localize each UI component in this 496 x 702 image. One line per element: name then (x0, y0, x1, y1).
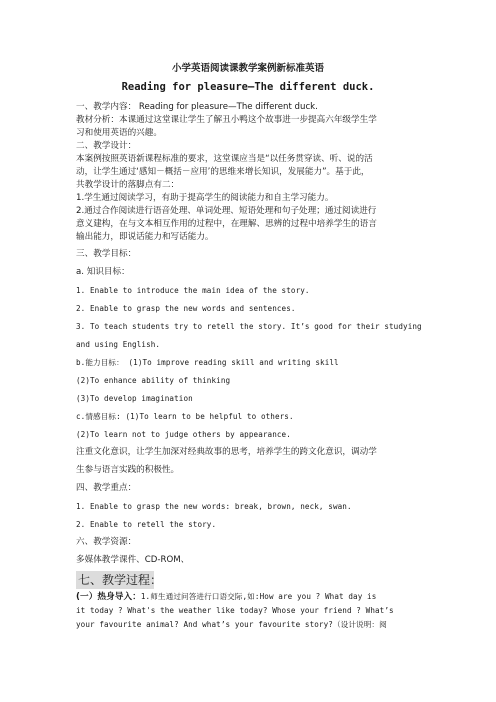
design-line: 2.通过合作阅读进行语音处理、单词处理、短语处理和句子处理；通过阅读进行 (76, 206, 377, 216)
goal-line: and using English. (76, 340, 161, 349)
goal-line: (3)To develop imagination (76, 394, 193, 403)
content-line: 一、教学内容： Reading for pleasure—The different duck. (76, 102, 318, 112)
section-heading: 二、教学设计： (76, 141, 137, 151)
culture-line: 注重文化意识，让学生加深对经典故事的思考，培养学生的跨文化意识，调动学 (76, 447, 377, 457)
key-point-line: 1. Enable to grasp the new words: break, brown, neck, swan. (76, 502, 352, 511)
process-line: your favourite animal? And what’s your favourite story?（设计说明：阅 (76, 620, 387, 629)
design-line: 动，让学生通过‘感知－概括－应用’的思维来增长知识，发展能力”。基于此， (76, 167, 370, 177)
process-line (76, 590, 428, 604)
process-heading: 七、教学过程： (78, 573, 163, 587)
english-title: Reading for pleasure—The different duck. (121, 81, 375, 93)
section-heading: 三、教学目标： (76, 249, 137, 259)
goal-line: b.能力目标： (1)To improve reading skill and writing skill (76, 358, 339, 367)
goal-line: (2)To enhance ability of thinking (76, 376, 231, 385)
goal-line: 2. Enable to grasp the new words and sentences. (76, 304, 296, 313)
goal-line: 1. Enable to introduce the main idea of the story. (76, 286, 310, 295)
key-point-line: 2. Enable to retell the story. (76, 520, 217, 529)
warmup-text: 1.师生通过问答进行口语交际,如:How are you ? What day is (140, 592, 377, 601)
resource-line: 多媒体教学课件、CD-ROM、 (76, 555, 190, 565)
section-heading: 六、教学资源： (76, 537, 137, 547)
culture-line: 生参与语言实践的积极性。 (76, 465, 180, 475)
design-line: 输出能力，即说话能力和写话能力。 (76, 232, 214, 242)
analysis-line: 习和使用英语的兴趣。 (76, 128, 162, 138)
analysis-line: 教材分析：本课通过这堂课让学生了解丑小鸭这个故事进一步提高六年级学生学 (76, 115, 377, 125)
warmup-label: (一）热身导入： (76, 592, 141, 602)
design-line: 共教学设计的落脚点有二： (76, 180, 180, 190)
goal-line: (2)To learn not to judge others by appearance. (76, 430, 291, 439)
goal-line: c.情感目标: (1)To learn to be helpful to others. (76, 412, 294, 421)
process-line: it today ? What's the weather like today? Whose your friend ? What’s (76, 606, 394, 615)
goal-line: 3. To teach students try to retell the story. It’s good for their studying (76, 322, 422, 331)
design-line: 意义建构，在与文本相互作用的过程中，在理解、思辨的过程中培养学生的语言 (76, 219, 377, 229)
design-line: 本案例按照英语新课程标准的要求，这堂课应当是“以任务贯穿读、听、说的活 (76, 154, 373, 164)
goal-line: a. 知识目标： (76, 267, 130, 277)
section-heading: 四、教学重点： (76, 483, 137, 493)
design-line: 1.学生通过阅读学习，有助于提高学生的阅读能力和自主学习能力。 (76, 193, 334, 203)
chinese-title: 小学英语阅读课教学案例新标准英语 (171, 63, 324, 74)
